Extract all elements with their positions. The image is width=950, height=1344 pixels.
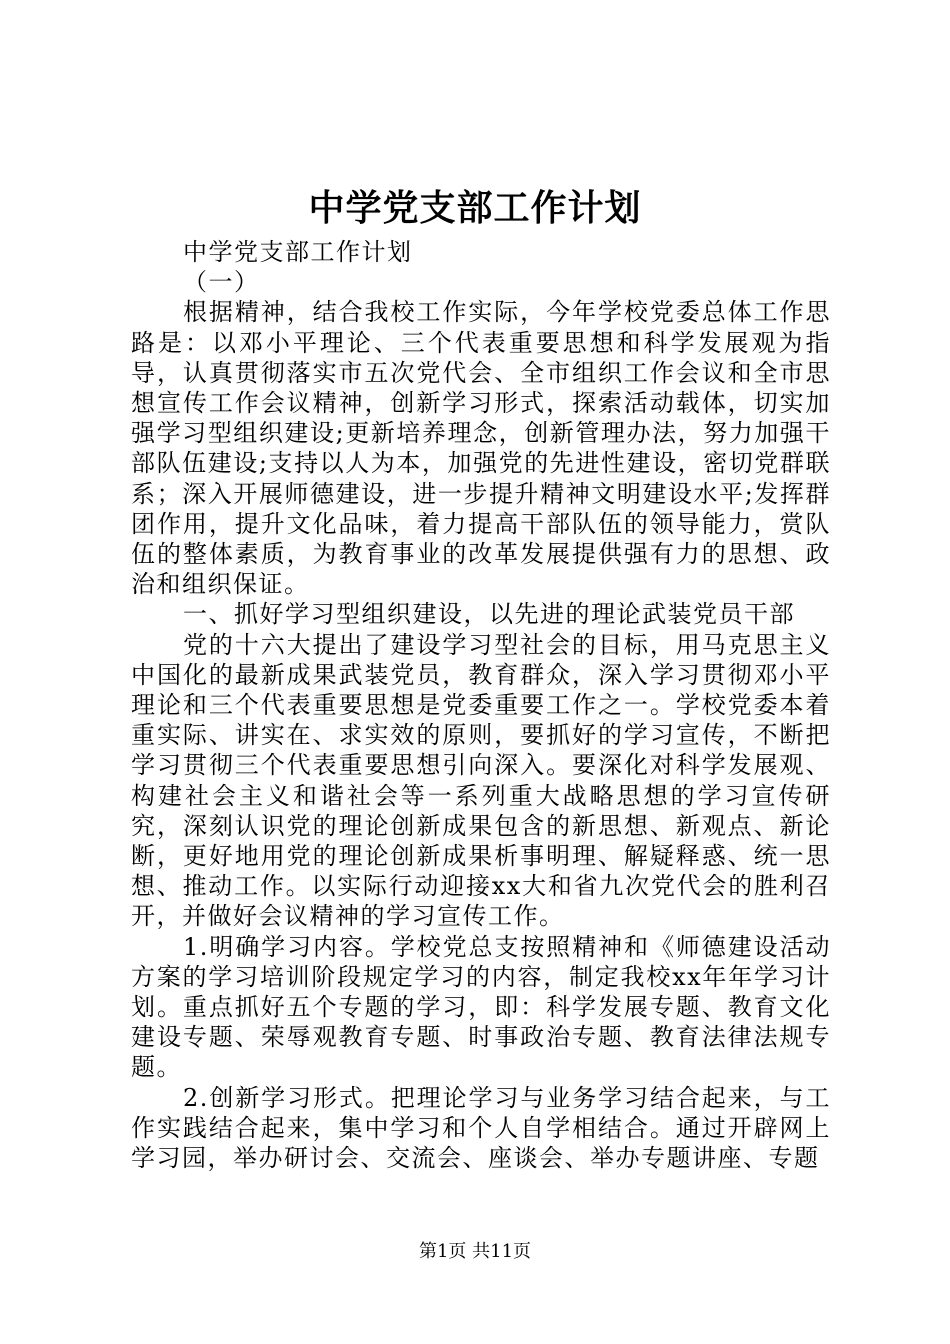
section-heading: 一、抓好学习型组织建设，以先进的理论武装党员干部 (183, 600, 795, 629)
paragraph-section-number: （一） (183, 268, 260, 297)
document-body (131, 237, 831, 1173)
document-title: 中学党支部工作计划 (308, 187, 642, 229)
paragraph-theory-study: 党的十六大提出了建设学习型社会的目标，用马克思主义中国化的最新成果武装党员，教育群众，深入学习贯彻邓小平理论和三个代表重要思想是党委重要工作之一。学校党委本着重实际、讲实在、求实效的原则，要抓好的学习宣传，不断把学习贯彻三个代表重要思想引向深入。要深化对科学发展观、构建社会主义和谐社会等一系列重大战略思想的学习宣传研究，深刻认识党的理论创新成果包含的新思想、新观点、新论断，更好地用党的理论创新成果析事明理、解疑释惑、统一思想、推动工作。以实际行动迎接xx大和省九次党代会的胜利召开，并做好会议精神的学习宣传工作。 (131, 630, 831, 931)
page-footer: 第1页 共11页 (418, 1241, 532, 1262)
paragraph-subtitle: 中学党支部工作计划 (183, 238, 413, 266)
paragraph-item-1: 1.明确学习内容。学校党总支按照精神和《师德建设活动方案的学习培训阶段规定学习的内容，制定我校xx年年学习计划。重点抓好五个专题的学习，即：科学发展专题、教育文化建设专题、荣辱观教育专题、时事政治专题、教育法律法规专题。 (131, 932, 831, 1082)
paragraph-item-2: 2.创新学习形式。把理论学习与业务学习结合起来，与工作实践结合起来，集中学习和个人自学相结合。通过开辟网上学习园，举办研讨会、交流会、座谈会、举办专题讲座、专题 (131, 1083, 831, 1173)
paragraph-overview: 根据精神，结合我校工作实际，今年学校党委总体工作思路是：以邓小平理论、三个代表重要思想和科学发展观为指导，认真贯彻落实市五次党代会、全市组织工作会议和全市思想宣传工作会议精神，创新学习形式，探索活动载体，切实加强学习型组织建设;更新培养理念，创新管理办法，努力加强干部队伍建设;支持以人为本，加强党的先进性建设，密切党群联系；深入开展师德建设，进一步提升精神文明建设水平;发挥群团作用，提升文化品味，着力提高干部队伍的领导能力，赏队伍的整体素质，为教育事业的改革发展提供强有力的思想、政治和组织保证。 (131, 298, 831, 599)
